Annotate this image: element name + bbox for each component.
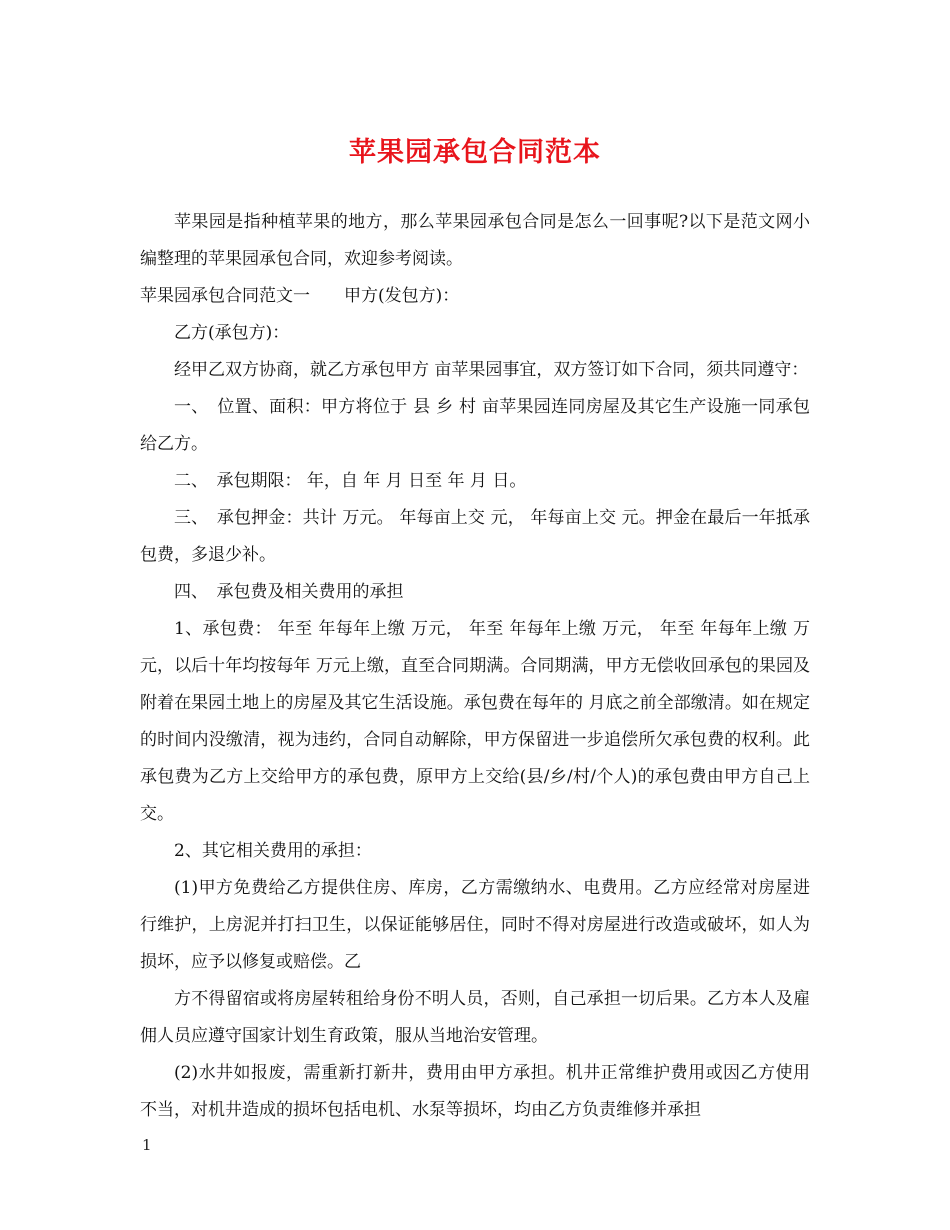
paragraph-housing-continued: 方不得留宿或将房屋转租给身份不明人员，否则，自己承担一切后果。乙方本人及雇佣人员应遵守国家计划生育政策，服从当地治安管理。 (140, 989, 810, 1046)
paragraph-clause-4: 四、 承包费及相关费用的承担 (174, 582, 404, 602)
paragraph-well: (2)水井如报废，需重新打新井，费用由甲方承担。机井正常维护费用或因乙方使用不当，对机井造成的损坏包括电机、水泵等损坏，均由乙方负责维修并承担 (140, 1063, 810, 1120)
paragraph-clause-3: 三、 承包押金：共计 万元。 年每亩上交 元， 年每亩上交 元。押金在最后一年抵承包费，多退少补。 (140, 508, 810, 565)
paragraph-party-a: 苹果园承包合同范文一 甲方(发包方)： (140, 286, 460, 306)
page-number: 1 (142, 1136, 152, 1154)
paragraph-housing: (1)甲方免费给乙方提供住房、库房，乙方需缴纳水、电费用。乙方应经常对房屋进行维护，上房泥并打扫卫生，以保证能够居住，同时不得对房屋进行改造或破坏，如人为损坏，应予以修复或赔偿。乙 (140, 878, 810, 972)
paragraph-agreement: 经甲乙双方协商，就乙方承包甲方 亩苹果园事宜，双方签订如下合同，须共同遵守： (174, 360, 809, 380)
paragraph-clause-1: 一、 位置、面积：甲方将位于 县 乡 村 亩苹果园连同房屋及其它生产设施一同承包给乙方。 (140, 397, 810, 454)
paragraph-contract-fee: 1、承包费： 年至 年每年上缴 万元， 年至 年每年上缴 万元， 年至 年每年上缴 万元，以后十年均按每年 万元上缴，直至合同期满。合同期满，甲方无偿收回承包的果园及附着在果园土地上的房屋及其它生活设施。承包费在每年的 月底之前全部缴清。如在规定的时间内没缴清，视为违约，合同自动解除，甲方保留进一步追偿所欠承包费的权利。此承包费为乙方上交给甲方的承包费，原甲方上交给(县/乡/村/个人)的承包费由甲方自己上交。 (140, 619, 810, 824)
paragraph-party-b: 乙方(承包方)： (174, 323, 290, 343)
paragraph-other-fees: 2、其它相关费用的承担： (174, 841, 372, 861)
document-body (140, 204, 810, 1129)
paragraph-intro: 苹果园是指种植苹果的地方，那么苹果园承包合同是怎么一回事呢?以下是范文网小编整理的苹果园承包合同，欢迎参考阅读。 (140, 212, 810, 269)
document-title: 苹果园承包合同范本 (349, 137, 601, 168)
paragraph-clause-2: 二、 承包期限： 年，自 年 月 日至 年 月 日。 (174, 471, 527, 491)
